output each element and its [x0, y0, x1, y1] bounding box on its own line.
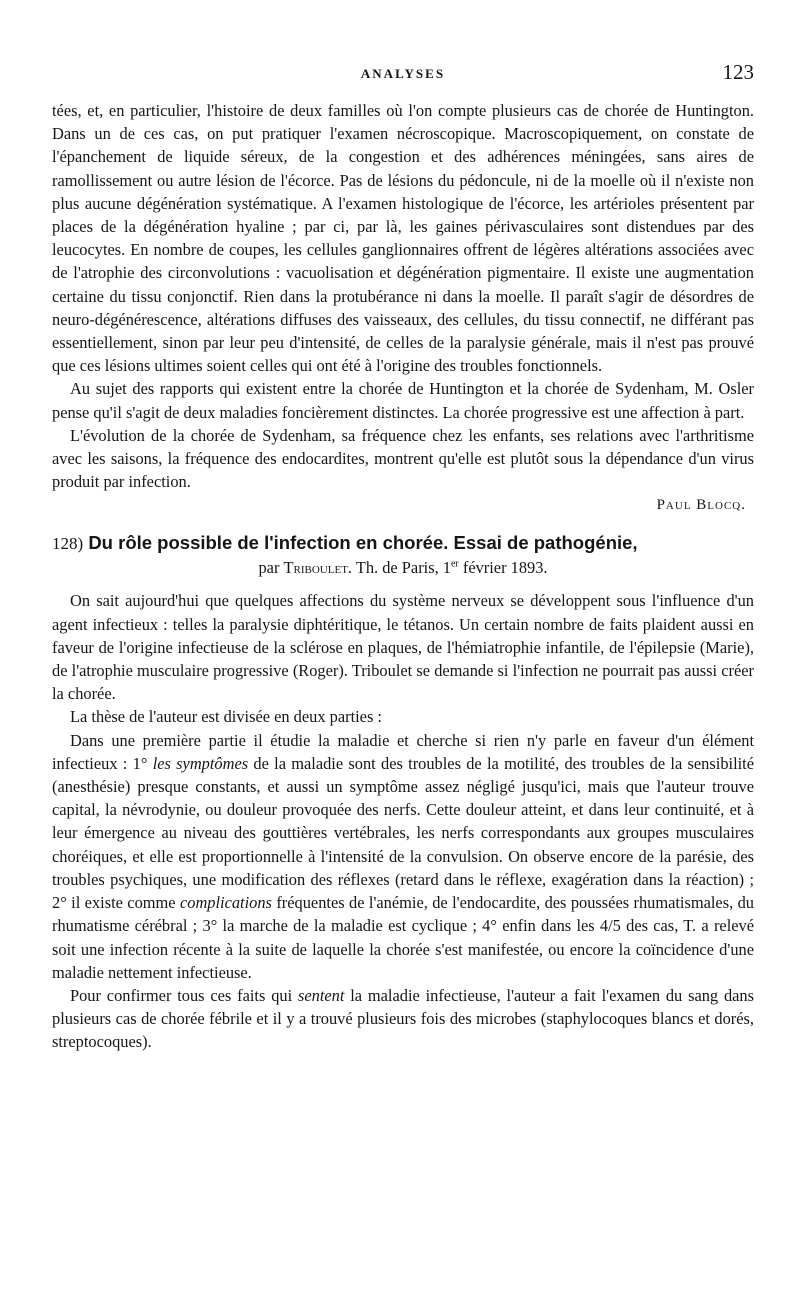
entry-title: Du rôle possible de l'infection en chorée. Essai de pathogénie, [88, 532, 638, 554]
blood-text-b: la maladie infectieuse, l'auteur a fait l'examen du sang dans plusieurs cas de chorée fébrile et il y a trouvé plusieurs fois des microbes (staphylocoques blancs et dorés, streptocoques). [52, 985, 754, 1052]
symptoms-text-b: de la maladie sont des troubles de la motilité, des troubles de la sensibilité (anesthésie) presque constants, et aussi un symptôme assez négligé jusqu'ici, mais que l'auteur trouve capital, la névrodynie, ou douleur provoquée des nerfs. Cette douleur atteint, et dans leur continuité, et à leur émergence au niveau des gouttières vertébrales, les nerfs correspondants aux groupes musculaires choréiques, et elle est proportionnelle à l'intensité de la convulsion. On observe encore de la parésie, des troubles psychiques, une modification des réflexes (retard dans le réflexe, exagération dans la réaction) ; 2° il existe comme [52, 753, 754, 913]
byline-date: février 1893. [458, 558, 548, 578]
symptoms-em-a: les symptômes [152, 753, 249, 773]
paragraph-symptoms [52, 729, 754, 984]
entry-byline [52, 556, 754, 579]
symptoms-em-b: complications [179, 893, 272, 913]
paragraph-thesis: La thèse de l'auteur est divisée en deux parties : [70, 707, 382, 727]
page-number: 123 [722, 60, 754, 84]
body-text [52, 99, 754, 1054]
blood-em: sentent [297, 985, 345, 1005]
running-head [52, 60, 754, 86]
paragraph-evolution: L'évolution de la chorée de Sydenham, sa fréquence chez les enfants, ses relations avec l'arthritisme avec les saisons, la fréquence des endocardites, montrent qu'elle est plutôt sous la dépendance d'un virus produit par infection. [52, 425, 754, 492]
entry-number: 128) [52, 534, 84, 554]
symptoms-text-a: Dans une première partie il étudie la maladie et cherche si rien n'y parle en faveur d'un élément infectieux : 1° [52, 730, 754, 773]
signature: Paul Blocq. [656, 497, 746, 514]
entry-heading [52, 531, 754, 556]
symptoms-text-c: fréquentes de l'anémie, de l'endocardite, des poussées rhumatismales, du rhumatisme cérébral ; 3° la marche de la maladie est cyclique ; 4° enfin dans les 4/5 des cas, T. a relevé soit une infection récente à la suite de laquelle la chorée s'est manifestée, ou encore la coïncidence d'une maladie nettement infectieuse. [52, 893, 754, 982]
byline-sup: er [450, 558, 459, 570]
blood-text-a: Pour confirmer tous ces faits qui [70, 985, 298, 1005]
byline-prefix: par [258, 558, 280, 578]
running-title: ANALYSES [360, 66, 446, 81]
byline-rest: Th. de Paris, 1 [355, 558, 451, 578]
paragraph-blood [52, 984, 754, 1054]
paragraph-continued: tées, et, en particulier, l'histoire de deux familles où l'on compte plusieurs cas de chorée de Huntington. Dans un de ces cas, on put pratiquer l'examen nécroscopique. Macroscopiquement, on constate de l'épanchement de liquide séreux, de la congestion et des adhérences méningées, sans aires de ramollissement ou autre lésion de l'écorce. Pas de lésions du pédoncule, ni de la moelle où il n'existe non plus aucune dégénération systématique. A l'examen histologique de l'écorce, les artérioles présentent par places de la dégénération hyaline ; par ci, par là, les gaines périvasculaires sont distendues par des leucocytes. En nombre de coupes, les cellules ganglionnaires offrent de légères altérations associées avec de l'atrophie des circonvolutions : vacuolisation et dégénération pigmentaire. Il existe une augmentation certaine du tissu conjonctif. Rien dans la protubérance ni dans la moelle. Il paraît s'agir de désordres de neuro-dégénérescence, altérations diffuses des vaisseaux, des cellules, du tissu connectif, ne différant pas essentiellement, sinon par leur peu d'intensité, de celles de la paralysie générale, mais il n'est pas prouvé que ces lésions ultimes soient celles qui ont été à l'origine des troubles fonctionnels. [52, 101, 754, 376]
paragraph-intro: On sait aujourd'hui que quelques affections du système nerveux se développent sous l'influence d'un agent infectieux : telles la paralysie diphtéritique, le tétanos. Un certain nombre de faits plaident aussi en faveur de l'origine infectieuse de la sclérose en plaques, de l'hémiatrophie infantile, de l'épilepsie (Marie), de l'atrophie musculaire progressive (Roger). Triboulet se demande si l'infection ne pourrait pas aussi créer la chorée. [52, 591, 754, 704]
entry-author: Triboulet. [283, 558, 353, 578]
paragraph-osler: Au sujet des rapports qui existent entre la chorée de Huntington et la chorée de Sydenham, M. Osler pense qu'il s'agit de deux maladies foncièrement distinctes. La chorée progressive est une affection à part. [52, 379, 754, 422]
